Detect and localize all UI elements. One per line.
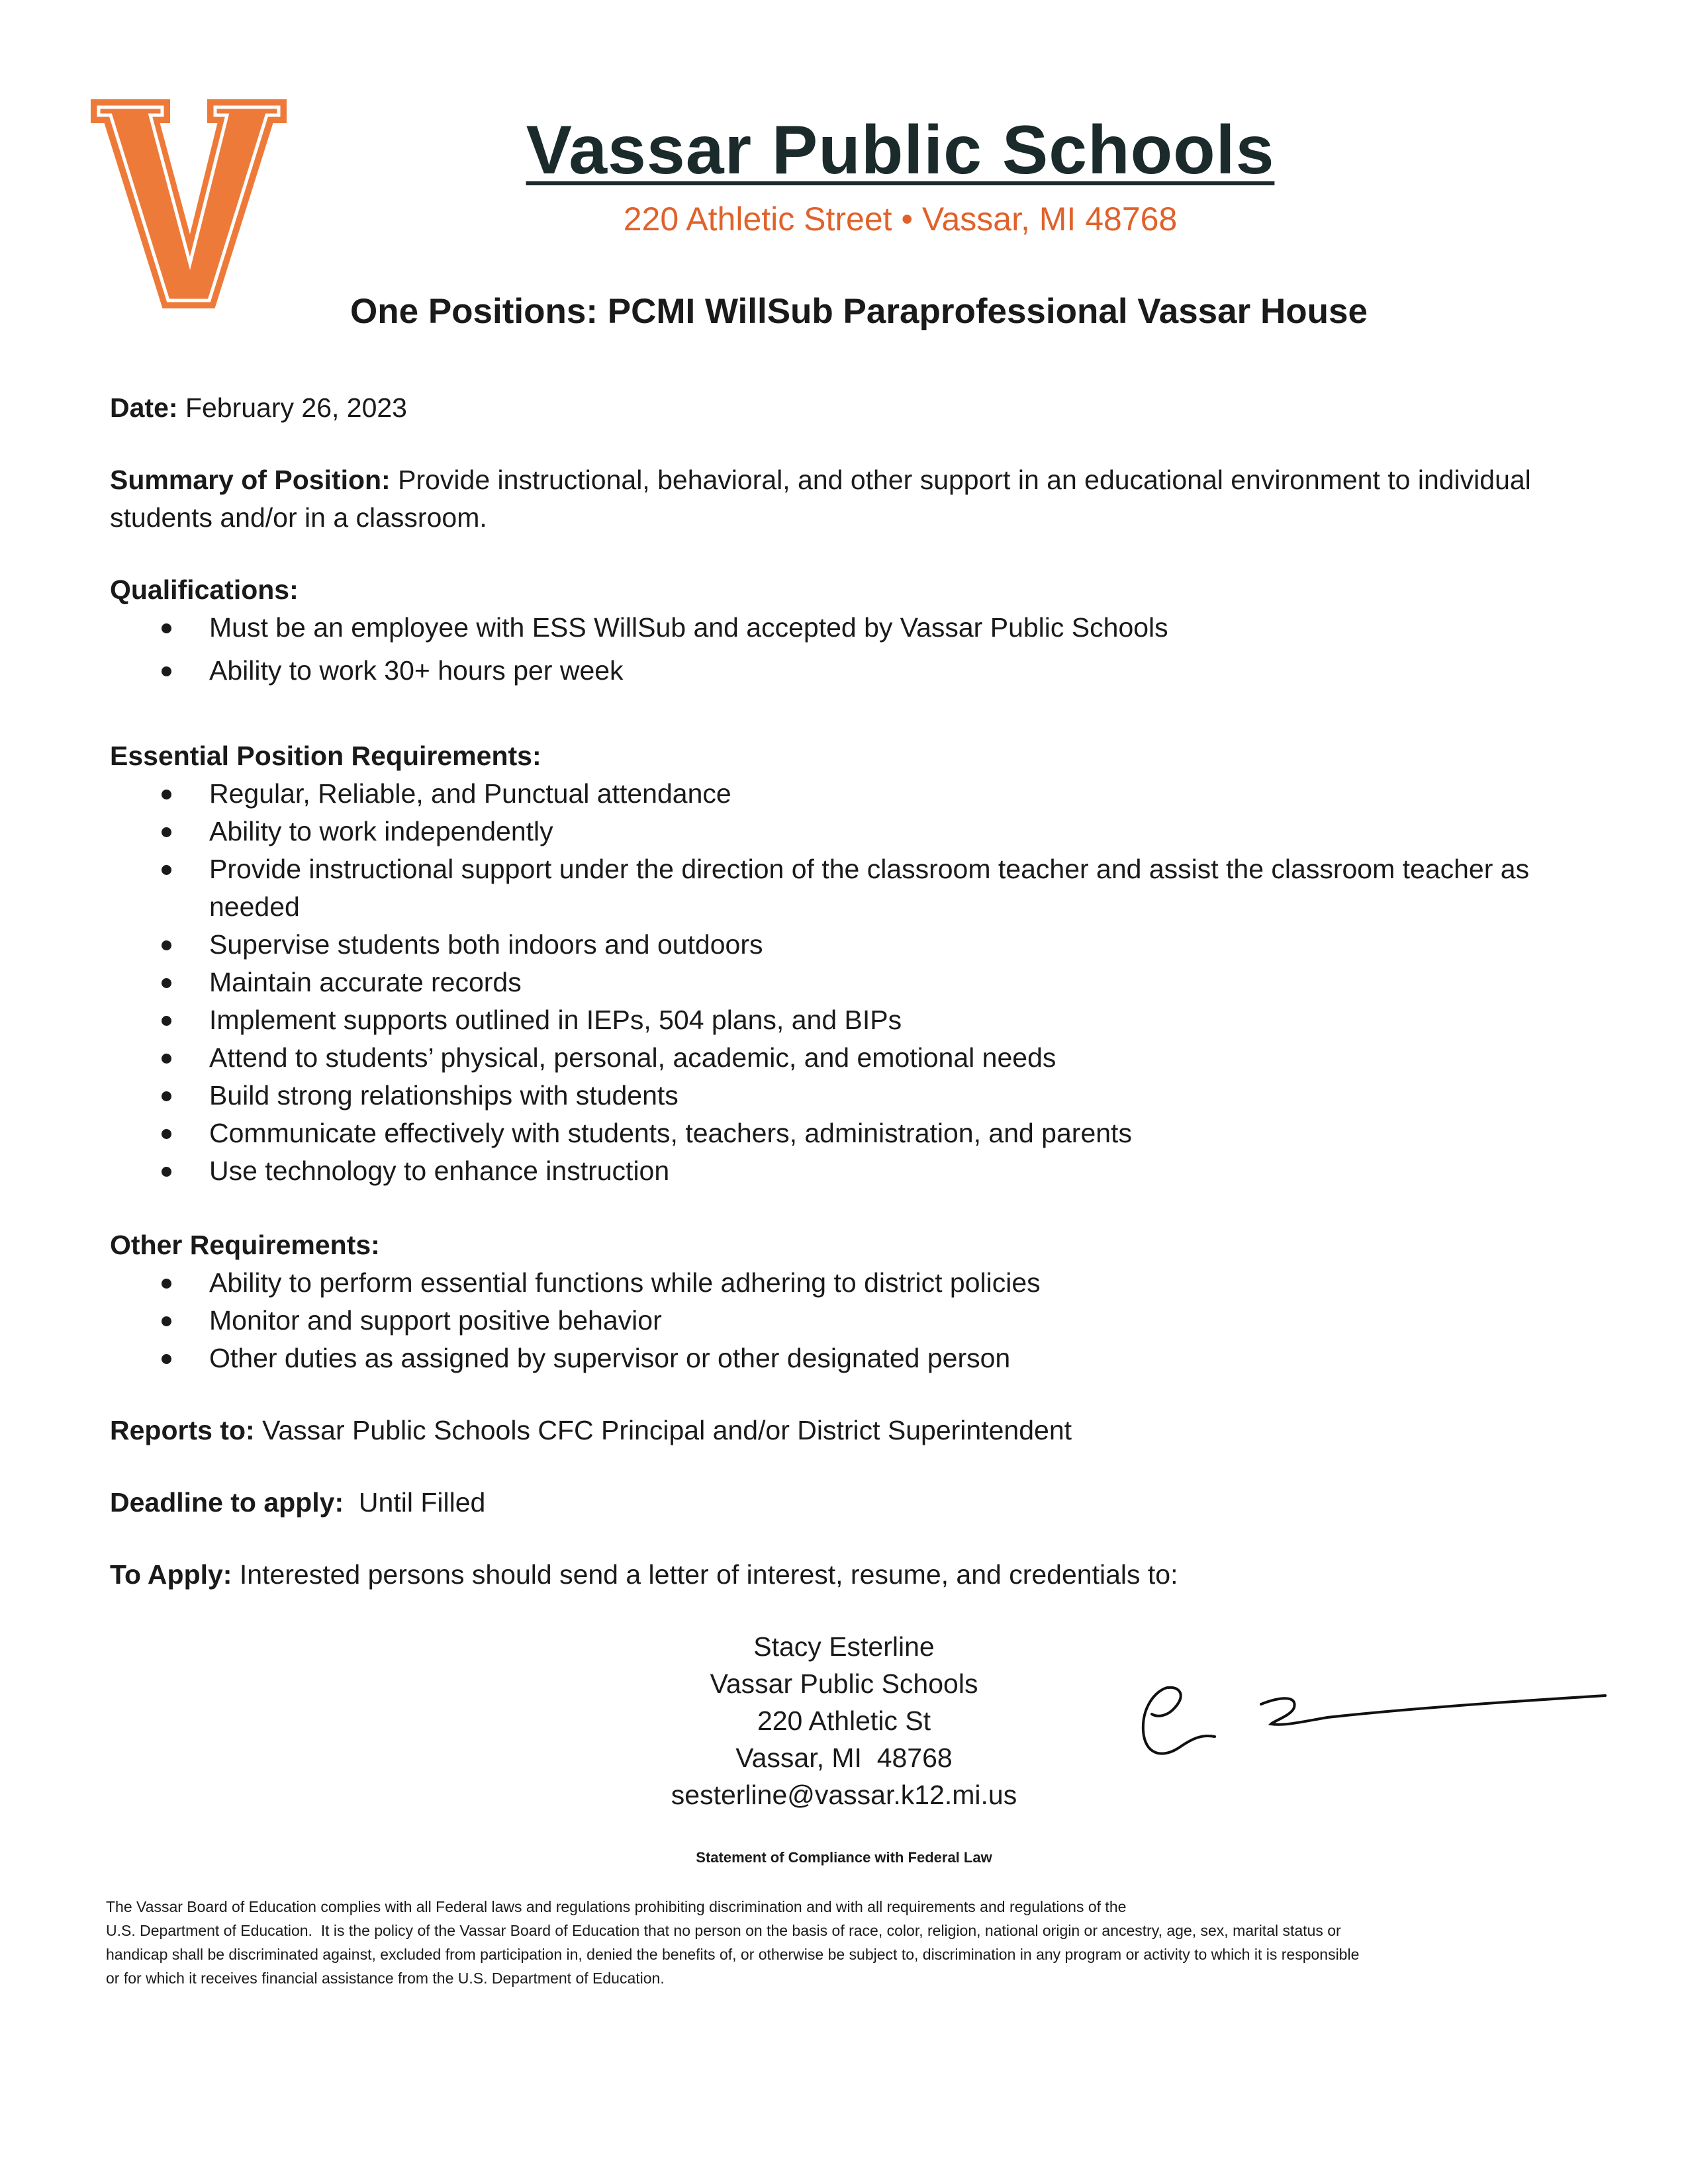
signature-image [1129, 1668, 1612, 1780]
list-item: Monitor and support positive behavior [110, 1302, 1593, 1340]
contact-org: Vassar Public Schools [710, 1668, 978, 1699]
list-item: Maintain accurate records [110, 964, 1593, 1001]
list-item: Build strong relationships with students [110, 1077, 1593, 1115]
to-apply: To Apply: Interested persons should send a letter of interest, resume, and credentials to: [110, 1559, 1178, 1590]
date-line: Date: February 26, 2023 [110, 392, 407, 423]
contact-city: Vassar, MI 48768 [735, 1743, 953, 1773]
school-address: 220 Athletic Street • Vassar, MI 48768 [623, 201, 1178, 238]
qualifications-list [110, 609, 1593, 690]
list-item: Ability to work 30+ hours per week [110, 652, 1593, 690]
bullet-icon [162, 865, 171, 875]
list-item: Regular, Reliable, and Punctual attendance [110, 775, 1593, 813]
compliance-title: Statement of Compliance with Federal Law [696, 1849, 992, 1866]
bullet-icon [162, 666, 171, 676]
bullet-icon [162, 1054, 171, 1064]
bullet-icon [162, 1354, 171, 1364]
list-item: Must be an employee with ESS WillSub and accepted by Vassar Public Schools [110, 609, 1593, 647]
bullet-icon [162, 940, 171, 950]
bullet-icon [162, 790, 171, 799]
other-requirements-heading: Other Requirements: [110, 1230, 380, 1260]
contact-street: 220 Athletic St [757, 1706, 931, 1736]
bullet-icon [162, 623, 171, 633]
contact-name: Stacy Esterline [753, 1631, 935, 1662]
bullet-icon [162, 1129, 171, 1139]
list-item: Provide instructional support under the direction of the classroom teacher and assist the classroom teacher as needed [110, 850, 1593, 926]
bullet-icon [162, 1316, 171, 1326]
deadline-to-apply: Deadline to apply: Until Filled [110, 1487, 486, 1518]
summary-of-position: Summary of Position: Provide instructional, behavioral, and other support in an educational environment to individual students and/or in a classroom. [110, 465, 1531, 533]
bullet-icon [162, 978, 171, 988]
contact-email[interactable]: sesterline@vassar.k12.mi.us [671, 1780, 1017, 1810]
qualifications-heading: Qualifications: [110, 574, 299, 605]
list-item: Implement supports outlined in IEPs, 504 plans, and BIPs [110, 1001, 1593, 1039]
bullet-icon [162, 1091, 171, 1101]
other-requirements-list [110, 1264, 1593, 1377]
list-item: Communicate effectively with students, teachers, administration, and parents [110, 1115, 1593, 1152]
bullet-icon [162, 827, 171, 837]
list-item: Supervise students both indoors and outdoors [110, 926, 1593, 964]
bullet-icon [162, 1279, 171, 1289]
reports-to: Reports to: Vassar Public Schools CFC Principal and/or District Superintendent [110, 1415, 1072, 1445]
essential-requirements-heading: Essential Position Requirements: [110, 741, 541, 771]
document-body [110, 389, 1593, 1594]
list-item: Use technology to enhance instruction [110, 1152, 1593, 1190]
compliance-statement: The Vassar Board of Education complies with all Federal laws and regulations prohibiting discrimination and with all requirements and regulations of the U.S. Department of Education. It is the policy of the Vassar Board of Education that no person on the basis of race, color, religion, national origin or ancestry, age, sex, marital status or handicap shall be discriminated against, excluded from participation in, denied the benefits of, or otherwise be subject to, discrimination in any program or activity to which it is responsible or for which it receives financial assistance from the U.S. Department of Education. [106, 1898, 1360, 1987]
list-item: Ability to perform essential functions while adhering to district policies [110, 1264, 1593, 1302]
essential-requirements-list [110, 775, 1593, 1190]
list-item: Attend to students’ physical, personal, academic, and emotional needs [110, 1039, 1593, 1077]
list-item: Ability to work independently [110, 813, 1593, 850]
bullet-icon [162, 1016, 171, 1026]
position-title: One Positions: PCMI WillSub Paraprofessional Vassar House [350, 292, 1368, 331]
list-item: Other duties as assigned by supervisor or other designated person [110, 1340, 1593, 1377]
bullet-icon [162, 1167, 171, 1177]
school-name: Vassar Public Schools [526, 112, 1275, 189]
